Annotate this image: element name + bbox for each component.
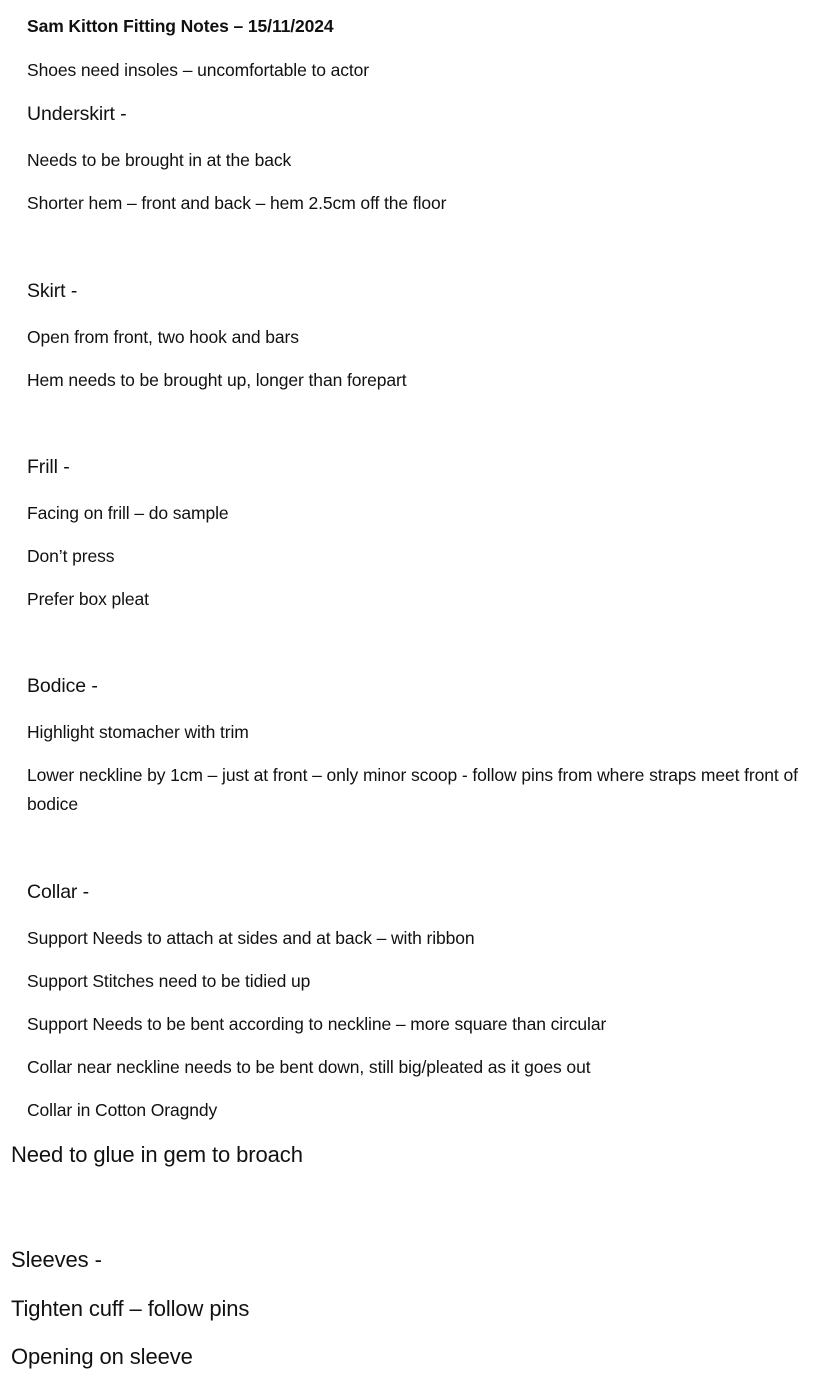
collar-note: Collar near neckline needs to be bent down, still big/pleated as it goes out	[27, 1057, 591, 1077]
collar-note: Support Stitches need to be tidied up	[27, 971, 311, 991]
collar-note: Support Needs to attach at sides and at back – with ribbon	[27, 928, 475, 948]
underskirt-heading: Underskirt -	[27, 103, 127, 125]
bodice-note: Highlight stomacher with trim	[27, 722, 249, 742]
underskirt-note: Shorter hem – front and back – hem 2.5cm off the floor	[27, 193, 447, 213]
frill-note: Prefer box pleat	[27, 589, 149, 609]
underskirt-note: Needs to be brought in at the back	[27, 150, 292, 170]
bodice-heading: Bodice -	[27, 675, 98, 697]
skirt-note: Open from front, two hook and bars	[27, 327, 299, 347]
skirt-heading: Skirt -	[27, 280, 78, 302]
sleeves-note: Tighten cuff – follow pins	[11, 1296, 250, 1321]
frill-heading: Frill -	[27, 456, 70, 478]
shoes-note: Shoes need insoles – uncomfortable to actor	[27, 60, 370, 80]
frill-note: Facing on frill – do sample	[27, 503, 229, 523]
sleeves-heading: Sleeves -	[11, 1247, 102, 1272]
skirt-note: Hem needs to be brought up, longer than forepart	[27, 370, 407, 390]
collar-heading: Collar -	[27, 881, 90, 903]
frill-note: Don’t press	[27, 546, 115, 566]
document-title: Sam Kitton Fitting Notes – 15/11/2024	[27, 16, 334, 36]
bodice-note: Lower neckline by 1cm – just at front – only minor scoop - follow pins from where straps meet front of bodice	[27, 765, 798, 814]
gem-note: Need to glue in gem to broach	[11, 1142, 303, 1167]
collar-note: Support Needs to be bent according to neckline – more square than circular	[27, 1014, 607, 1034]
sleeves-note: Opening on sleeve	[11, 1344, 193, 1369]
collar-note: Collar in Cotton Oragndy	[27, 1100, 218, 1120]
